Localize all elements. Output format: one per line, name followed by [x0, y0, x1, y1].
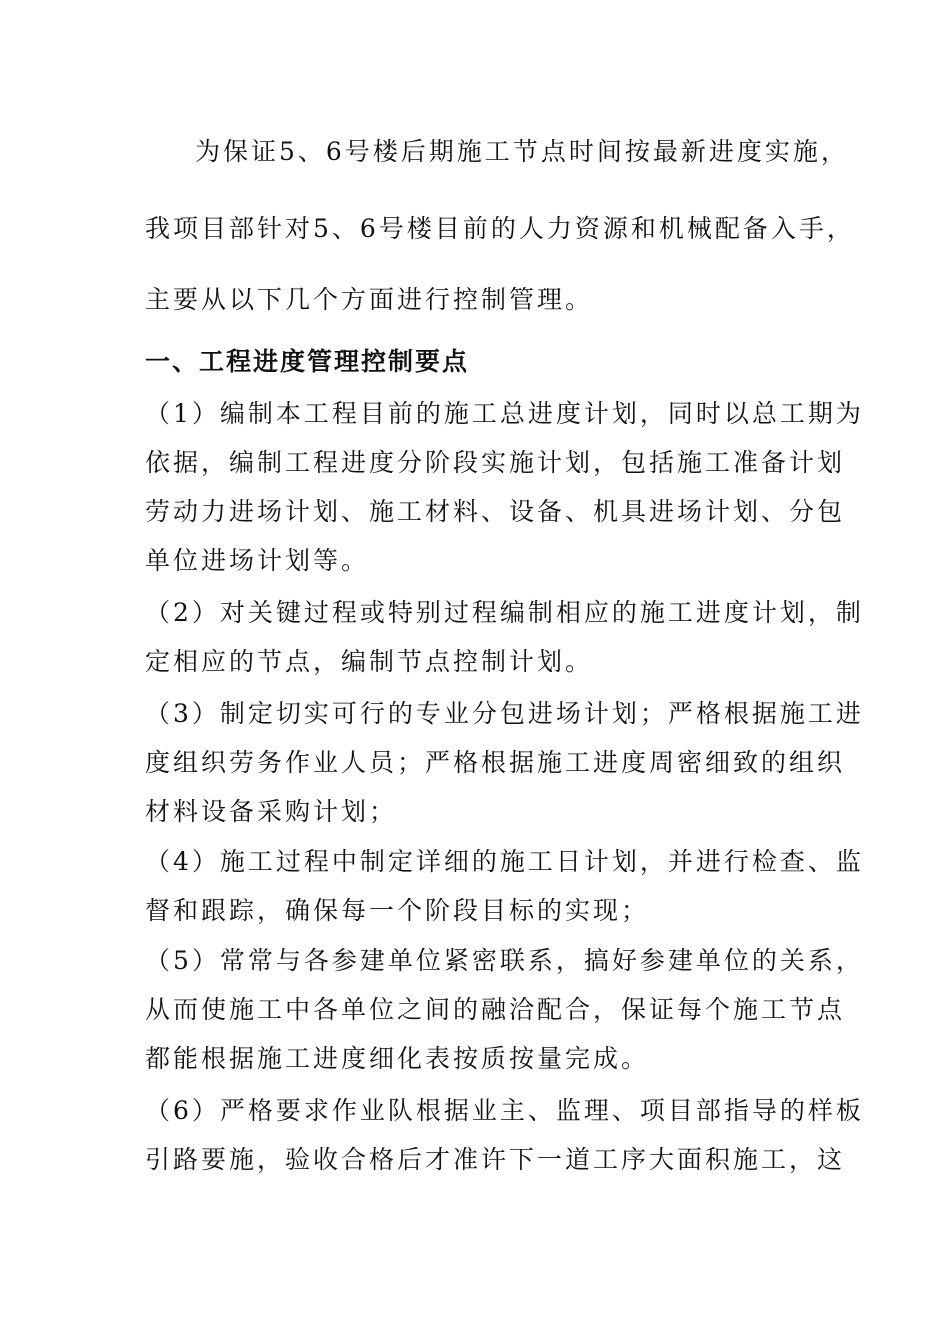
item-3-line-1: （3）制定切实可行的专业分包进场计划；严格根据施工进 [145, 699, 864, 728]
item-1-line-1: （1）编制本工程目前的施工总进度计划，同时以总工期为 [145, 399, 864, 428]
intro-line-2: 我项目部针对5、6号楼目前的人力资源和机械配备入手， [145, 214, 855, 243]
item-5-line-3: 都能根据施工进度细化表按质按量完成。 [145, 1044, 650, 1073]
item-1-line-4: 单位进场计划等。 [145, 546, 370, 575]
item-1-line-3: 劳动力进场计划、施工材料、设备、机具进场计划、分包 [145, 497, 846, 526]
item-5-line-2: 从而使施工中各单位之间的融洽配合，保证每个施工节点 [145, 995, 846, 1024]
item-3-line-2: 度组织劳务作业人员；严格根据施工进度周密细致的组织 [145, 748, 846, 777]
item-1-line-2: 依据，编制工程进度分阶段实施计划，包括施工准备计划 [145, 448, 846, 477]
section-heading: 一、工程进度管理控制要点 [145, 347, 470, 376]
item-2-line-1: （2）对关键过程或特别过程编制相应的施工进度计划，制 [145, 598, 864, 627]
item-4-line-2: 督和跟踪，确保每一个阶段目标的实现； [145, 896, 650, 925]
intro-line-1: 为保证5、6号楼后期施工节点时间按最新进度实施， [195, 137, 849, 166]
item-5-line-1: （5）常常与各参建单位紧密联系，搞好参建单位的关系， [145, 946, 864, 975]
intro-line-3: 主要从以下几个方面进行控制管理。 [145, 285, 594, 314]
item-2-line-2: 定相应的节点，编制节点控制计划。 [145, 647, 594, 676]
item-6-line-1: （6）严格要求作业队根据业主、监理、项目部指导的样板 [145, 1096, 864, 1125]
item-6-line-2: 引路要施，验收合格后才准许下一道工序大面积施工，这 [145, 1145, 846, 1174]
item-4-line-1: （4）施工过程中制定详细的施工日计划，并进行检查、监 [145, 847, 864, 876]
item-3-line-3: 材料设备采购计划； [145, 797, 398, 826]
